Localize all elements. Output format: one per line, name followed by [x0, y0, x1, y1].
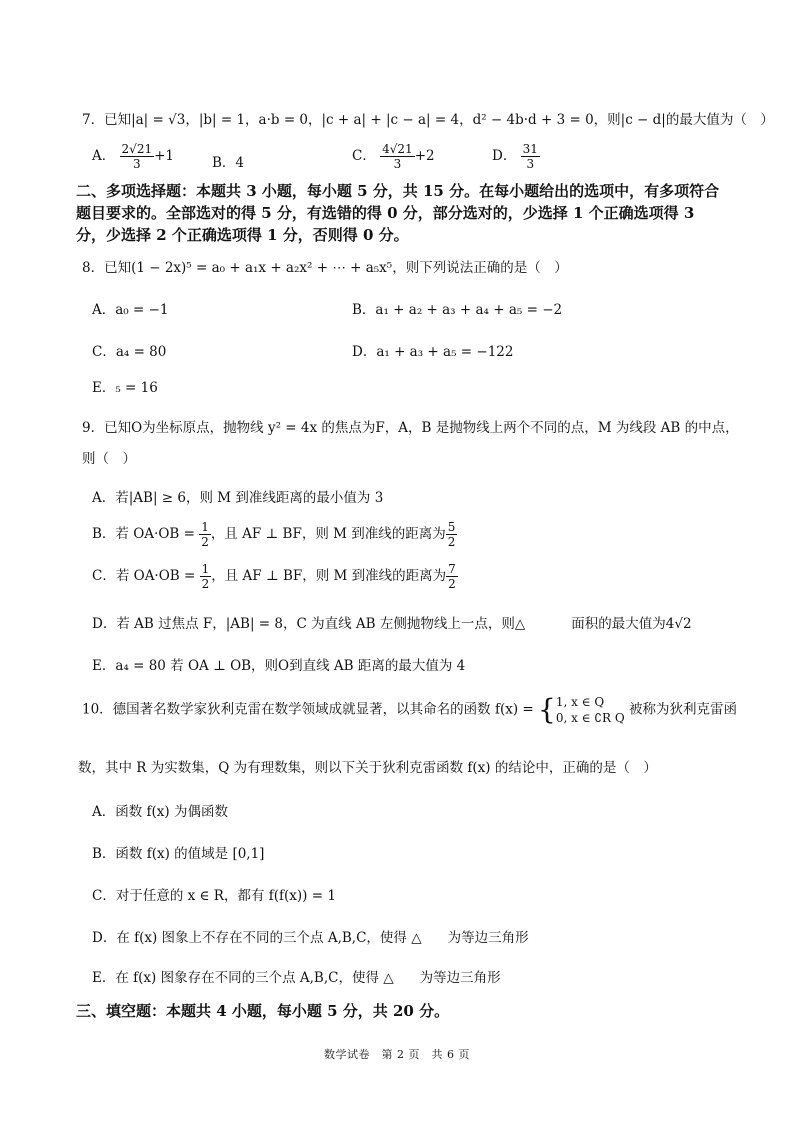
numerator: 1	[201, 562, 210, 576]
denominator: 3	[393, 157, 402, 171]
denominator: 3	[133, 157, 141, 171]
option-text: D．若 AB 过焦点 F，|AB| = 8，C 为直线 AB 左侧抛物线上一点，则△	[92, 616, 526, 632]
fraction	[380, 142, 415, 171]
option-text: D．在 f(x) 图象上不存在不同的三个点 A,B,C，使得 △	[92, 930, 422, 946]
q9-option-a: A．若|AB| ≥ 6，则 M 到准线距离的最小值为 3	[92, 490, 384, 506]
q10-option-d	[92, 926, 529, 946]
q7-option-a	[92, 142, 174, 171]
numerator: 7	[448, 562, 456, 576]
q9-stem: 9．已知O为坐标原点，抛物线 y² = 4x 的焦点为F，A，B 是抛物线上两个不同的点，M 为线段 AB 的中点，	[82, 420, 739, 436]
q10-option-a: A．函数 f(x) 为偶函数	[92, 804, 228, 820]
option-text-tail: 为等边三角形	[447, 930, 529, 946]
numerator: 5	[447, 520, 456, 534]
denominator: 3	[526, 157, 535, 171]
section-3-heading: 三、填空题：本题共 4 小题，每小题 5 分，共 20 分。	[76, 1002, 450, 1020]
q7-stem: 7．已知|a| = √3，|b| = 1，a·b = 0，|c + a| + |c − a| = 4，d² − 4b·d + 3 = 0，则|c − d|的最大值为（ ）	[82, 112, 774, 128]
q7-option-b	[212, 151, 244, 171]
option-text: E．在 f(x) 图象存在不同的三个点 A,B,C，使得 △	[92, 970, 394, 986]
option-letter: A．	[92, 148, 116, 164]
q9-option-b	[92, 520, 457, 549]
fraction	[446, 520, 458, 549]
option-middle: ，且 AF ⊥ BF，则 M 到准线的距离为	[211, 568, 447, 584]
fraction	[120, 142, 155, 171]
stem-text-tail: 被称为狄利克雷函	[629, 701, 738, 718]
piece-irrational: 0, x ∈ ∁R Q	[555, 711, 625, 725]
stem-text: 10．德国著名数学家狄利克雷在数学领域成就显著，以其命名的函数 f(x) =	[82, 701, 534, 718]
q8-option-c: C．a₄ = 80	[92, 344, 167, 360]
brace-icon: {	[538, 693, 556, 726]
q10-option-c: C．对于任意的 x ∈ R，都有 f(f(x)) = 1	[92, 888, 336, 904]
fraction	[200, 562, 212, 591]
numerator: 4√21	[382, 142, 413, 156]
q8-option-d: D．a₁ + a₃ + a₅ = −122	[352, 344, 514, 360]
piecewise	[556, 694, 625, 726]
denominator: 2	[201, 577, 210, 591]
option-text-tail: 为等边三角形	[419, 970, 501, 986]
q10-stem-cont: 数，其中 R 为实数集，Q 为有理数集，则以下关于狄利克雷函数 f(x) 的结论中，正确的是（ ）	[78, 760, 657, 776]
q7-option-d	[492, 142, 540, 171]
piece-rational: 1, x ∈ Q	[555, 695, 605, 709]
denominator: 2	[447, 535, 456, 549]
fraction	[521, 142, 540, 171]
q10-option-e	[92, 966, 501, 986]
option-letter: C．	[352, 148, 376, 164]
q8-stem: 8．已知(1 − 2x)⁵ = a₀ + a₁x + a₂x² + ⋯ + a₅x⁵，则下列说法正确的是（ ）	[82, 260, 568, 276]
option-text-tail: 面积的最大值为4√2	[571, 616, 692, 632]
option-letter: B．	[212, 155, 236, 171]
denominator: 2	[448, 577, 456, 591]
fraction	[199, 520, 211, 549]
option-tail: +2	[414, 148, 435, 164]
numerator: 1	[201, 520, 209, 534]
q9-option-e: E．a₄ = 80 若 OA ⊥ OB，则O到直线 AB 距离的最大值为 4	[92, 658, 466, 674]
q10-stem	[82, 694, 737, 726]
q9-stem-cont: 则（ ）	[82, 451, 136, 467]
q8-option-e: E．₅ = 16	[92, 380, 158, 396]
q8-option-a: A．a₀ = −1	[92, 302, 169, 318]
option-middle: ，且 AF ⊥ BF，则 M 到准线的距离为	[210, 526, 446, 542]
option-tail: +1	[154, 148, 175, 164]
numerator: 2√21	[121, 142, 153, 156]
option-text: 4	[235, 155, 245, 171]
option-prefix: C．若 OA·OB =	[92, 568, 200, 584]
q10-option-b: B．函数 f(x) 的值域是 [0,1]	[92, 846, 265, 862]
denominator: 2	[201, 535, 209, 549]
option-prefix: B．若 OA·OB =	[92, 526, 200, 542]
section-2-heading: 二、多项选择题：本题共 3 小题，每小题 5 分，共 15 分。在每小题给出的选项中，有多项符合题目要求的。全部选对的得 5 分，有选错的得 0 分，部分选对的，少选择 1 个正确选项得 3 分，少选择 2 个正确选项得 1 分，否则得 0 分。	[76, 182, 720, 244]
q7-option-c	[352, 142, 435, 171]
q8-option-b: B．a₁ + a₂ + a₃ + a₄ + a₅ = −2	[352, 302, 563, 318]
page-footer: 数学试卷 第 2 页 共 6 页	[324, 1048, 470, 1061]
numerator: 31	[522, 142, 538, 156]
fraction	[446, 562, 458, 591]
option-letter: D．	[492, 148, 517, 164]
q9-option-c	[92, 562, 458, 591]
q9-option-d	[92, 612, 692, 632]
